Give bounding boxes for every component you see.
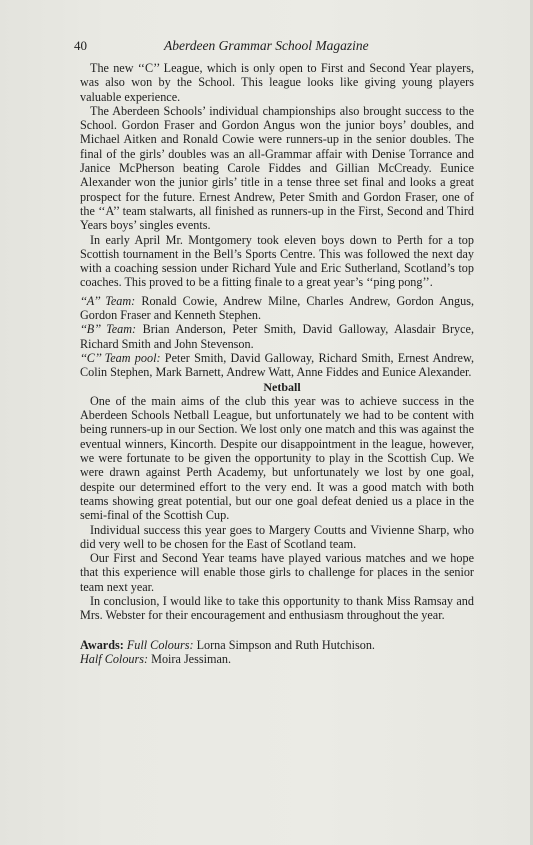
team-name: ‘‘C’’ Team pool: (80, 350, 161, 365)
half-colours-names: Moira Jessiman. (151, 651, 231, 666)
paragraph: The Aberdeen Schools’ individual championships also brought success to the School. Gordon Fraser and Gordon Angus won the junior boys’ doubles, and Michael Aitken and Ronald Cowie were runners-up in the senior doubles. The final of the girls’ doubles was an all-Grammar affair with Denise Torrance and Janice McPherson beating Carole Fiddes and Gillian McCready. Eunice Alexander won the junior girls’ title in a tense three set final and looks a great prospect for the future. Ernest Andrew, Peter Smith and Gordon Fraser, one of the ‘‘A’’ team stalwarts, all finished as runners-up in the First, Second and Third Years boys’ singles events. (80, 103, 474, 233)
paragraph: One of the main aims of the club this year was to achieve success in the Aberdeen Schools Netball League, but unfortunately we had to be content with being runners-up in our Section. We lost only one match and this was against the eventual winners, Kincorth. Despite our disappointment in the league, however, we were fortunate to be given the opportunity to play in the Scottish Cup. We were drawn against Perth Academy, but unfortunately we lost by one goal, despite our determined effort to the very end. It was a good match with both teams showing great potential, but our one goal defeat denied us a place in the semi-final of the Scottish Cup. (80, 393, 474, 523)
team-members: Brian Anderson, Peter Smith, David Galloway, Alasdair Bryce, Richard Smith and John Stevenson. (80, 322, 475, 351)
running-title: Aberdeen Grammar School Magazine (164, 38, 369, 53)
full-colours-label: Full Colours: (126, 637, 194, 652)
awards-label: Awards: (80, 637, 124, 652)
paragraph: In conclusion, I would like to take this opportunity to thank Miss Ramsay and Mrs. Webster for their encouragement and enthusiasm throughout the year. (80, 593, 474, 623)
section-heading: Netball (263, 379, 301, 394)
paragraph: Our First and Second Year teams have played various matches and we hope that this experience will enable those girls to challenge for places in the senior team next year. (80, 551, 474, 594)
paragraph: In early April Mr. Montgomery took eleven boys down to Perth for a top Scottish tournament in the Bell’s Sports Centre. This was followed the next day with a coaching session under Richard Yule and Eric Sutherland, Scotland’s top coaches. This proved to be a fitting finale to a great year’s ‘‘ping pong’’. (80, 232, 474, 290)
running-header (74, 38, 474, 56)
article-body (80, 61, 474, 666)
awards-block (80, 638, 474, 667)
team-members: Ronald Cowie, Andrew Milne, Charles Andrew, Gordon Angus, Gordon Fraser and Kenneth Stephen. (80, 293, 474, 323)
team-name: ‘‘B’’ Team: (80, 322, 137, 337)
full-colours-line (80, 638, 474, 652)
paragraph: The new ‘‘C’’ League, which is only open to First and Second Year players, was also won by the School. This league looks like giving young players valuable experience. (80, 61, 474, 104)
team-entry (80, 322, 474, 351)
team-entry (80, 294, 474, 323)
team-name: ‘‘A’’ Team: (80, 293, 136, 308)
team-list (80, 294, 474, 380)
half-colours-line (80, 652, 474, 666)
paragraph: Individual success this year goes to Margery Coutts and Vivienne Sharp, who did very well to be chosen for the East of Scotland team. (80, 522, 474, 551)
full-colours-names: Lorna Simpson and Ruth Hutchison. (196, 637, 375, 652)
half-colours-label: Half Colours: (80, 651, 149, 666)
team-members: Peter Smith, David Galloway, Richard Smith, Ernest Andrew, Colin Stephen, Mark Barnett, Andrew Watt, Anne Fiddes and Eunice Alexander. (80, 350, 475, 380)
page-number: 40 (74, 38, 87, 53)
team-entry (80, 351, 474, 380)
